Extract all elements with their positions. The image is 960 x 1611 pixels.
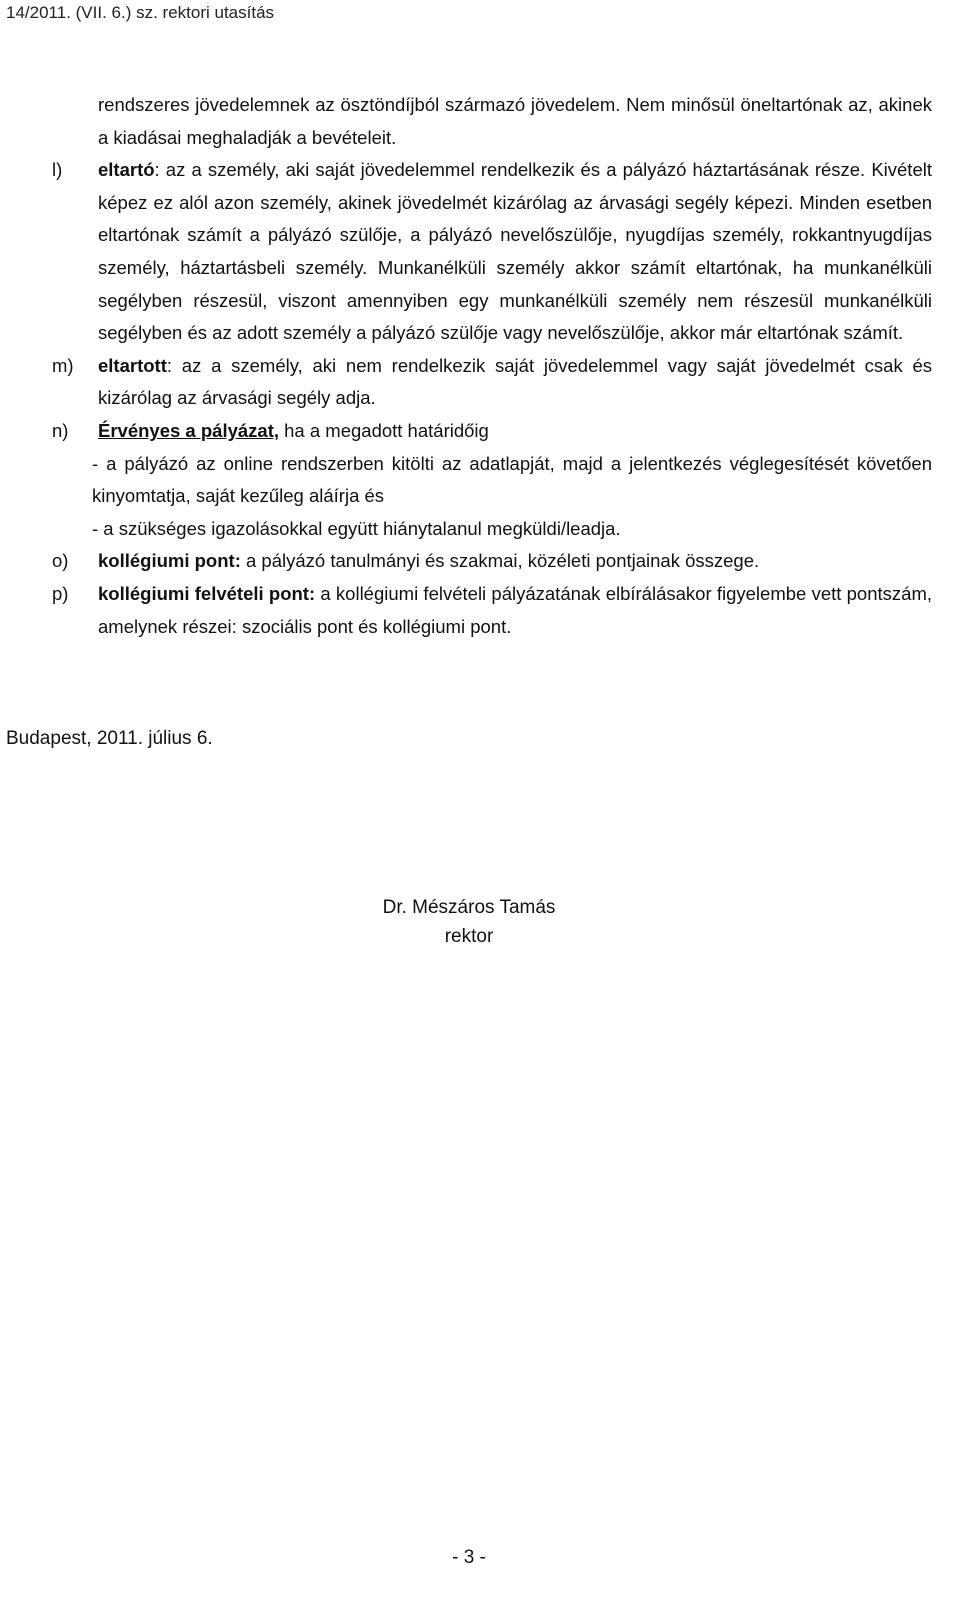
- item-l: [52, 154, 932, 350]
- item-n-term: Érvényes a pályázat,: [98, 419, 279, 441]
- item-o-text: a pályázó tanulmányi és szakmai, közéleti pontjainak összege.: [240, 550, 760, 572]
- signatory-role: rektor: [444, 926, 494, 947]
- signatory-name: Dr. Mészáros Tamás: [382, 897, 556, 918]
- item-l-text: : az a személy, aki saját jövedelemmel rendelkezik és a pályázó háztartásának része. Kivételt képez ez alól azon személy, akinek jövedelmét kizárólag az árvasági segély képezi. Minden esetben eltartónak számít a pályázó szülője, a pályázó nevelőszülője, nyugdíjas személy, rokkantnyugdíjas személy, háztartásbeli személy. Munkanélküli személy akkor számít eltartónak, ha munkanélküli segélyben részesül, viszont amennyiben egy munkanélküli személy nem részesül munkanélküli segélyben és az adott személy a pályázó szülője vagy nevelőszülője, akkor már eltartónak számít.: [98, 159, 932, 344]
- item-m-term: eltartott: [98, 354, 167, 376]
- signature-block: [0, 893, 938, 951]
- document-body: [52, 89, 932, 643]
- item-n: [52, 415, 932, 448]
- item-l-label: l): [52, 159, 63, 181]
- item-o: [52, 545, 932, 578]
- item-p-label: p): [52, 582, 69, 604]
- item-n-condition-1: - a pályázó az online rendszerben kitölti az adatlapját, majd a jelentkezés véglegesítését követően kinyomtatja, saját kezűleg aláírja és: [92, 452, 932, 507]
- item-o-label: o): [52, 550, 69, 572]
- item-n-text: ha a megadott határidőig: [279, 419, 489, 441]
- item-p-text: a kollégiumi felvételi pályázatának elbírálásakor figyelembe vett pontszám, amelynek részei: szociális pont és kollégiumi pont.: [98, 582, 932, 637]
- item-p-term: kollégiumi felvételi pont:: [98, 582, 316, 604]
- closing-date: Budapest, 2011. július 6.: [6, 728, 213, 749]
- item-k-continuation: rendszeres jövedelemnek az ösztöndíjból származó jövedelem. Nem minősül öneltartónak az, akinek a kiadásai meghaladják a bevételeit.: [98, 94, 932, 148]
- item-m-label: m): [52, 354, 74, 376]
- item-n-label: n): [52, 419, 69, 441]
- document-header: 14/2011. (VII. 6.) sz. rektori utasítás: [6, 3, 275, 22]
- item-m-text: : az a személy, aki nem rendelkezik saját jövedelemmel vagy saját jövedelmét csak és kizárólag az árvasági segély adja.: [98, 354, 932, 409]
- item-n-condition-2: - a szükséges igazolásokkal együtt hiánytalanul megküldi/leadja.: [92, 517, 621, 539]
- item-m: [52, 350, 932, 415]
- page-number: - 3 -: [452, 1547, 486, 1568]
- item-o-term: kollégiumi pont:: [98, 550, 241, 572]
- item-p: [52, 578, 932, 643]
- item-l-term: eltartó: [98, 159, 155, 181]
